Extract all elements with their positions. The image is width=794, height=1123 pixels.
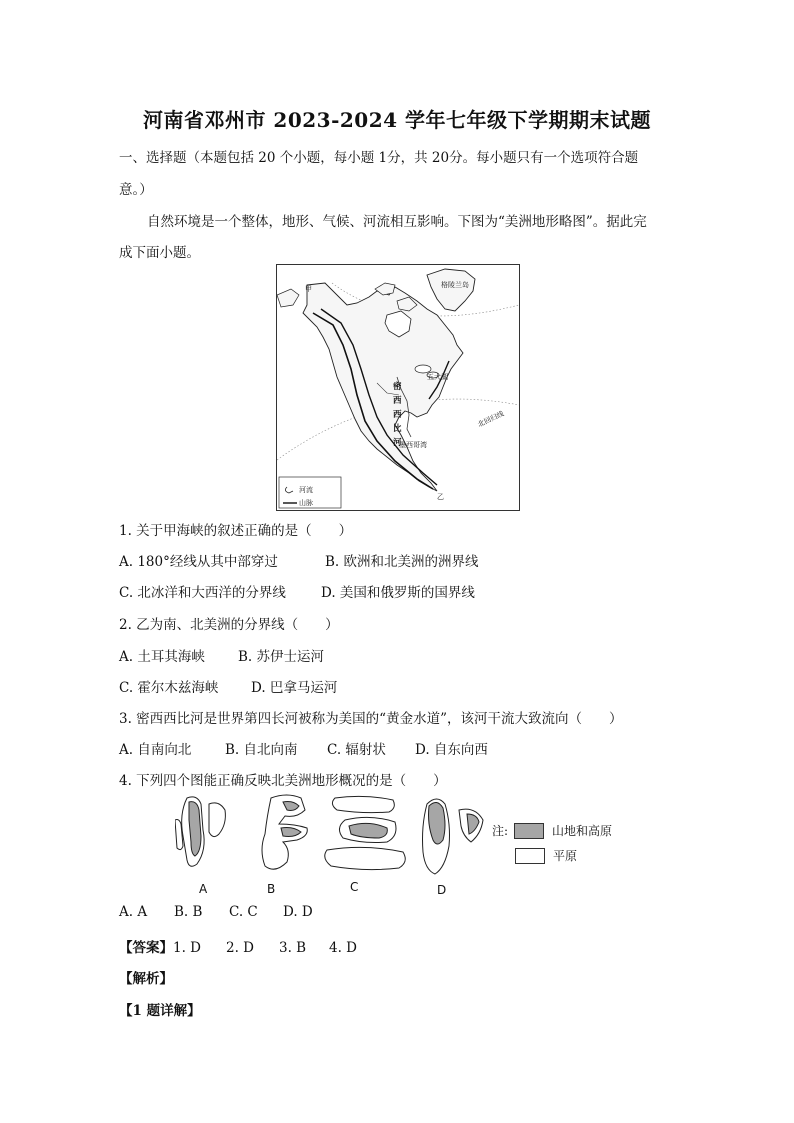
intro-line1: 自然环境是一个整体，地形、气候、河流相互影响。下图为“美洲地形略图”。据此完 xyxy=(147,214,647,230)
map-label-mi-1: 西 xyxy=(393,396,402,406)
intro-line2: 成下面小题。 xyxy=(119,245,200,261)
answer-3: 3. B xyxy=(279,940,307,956)
question-1-stem: 1. 关于甲海峡的叙述正确的是（ ） xyxy=(119,523,353,539)
map-label-greenland: 格陵兰岛 xyxy=(441,281,469,289)
q4-option-d[interactable]: D. D xyxy=(283,904,313,920)
q4-option-c[interactable]: C. C xyxy=(229,904,258,920)
q2-option-a[interactable]: A. 土耳其海峡 xyxy=(119,649,205,665)
map-label-yi: 乙 xyxy=(437,493,444,501)
legend-row-plain xyxy=(492,847,612,864)
map-label-mi-0: 密 xyxy=(393,382,402,392)
map-label-gulf: 墨西哥湾 xyxy=(399,441,427,449)
legend-highland-label: 山地和高原 xyxy=(552,824,613,838)
q1-option-b[interactable]: B. 欧洲和北美洲的洲界线 xyxy=(325,554,479,570)
question-3-options-row xyxy=(119,738,488,758)
question-4-stem: 4. 下列四个图能正确反映北美洲地形概况的是（ ） xyxy=(119,773,447,789)
map-label-tropic: 北回归线 xyxy=(476,409,506,429)
answer-1: 1. D xyxy=(173,940,201,956)
map-label-mi-2: 西 xyxy=(393,410,402,420)
map-label-mi-4: 河 xyxy=(393,438,402,448)
section-heading-line2: 意。） xyxy=(119,182,153,198)
question-2-options-row1 xyxy=(119,645,324,665)
question-2-stem: 2. 乙为南、北美洲的分界线（ ） xyxy=(119,617,339,633)
map-label-great-lakes: 五大湖 xyxy=(427,373,448,381)
north-america-outline xyxy=(303,283,463,491)
answer-label: 【答案】 xyxy=(119,940,173,956)
map-label-jia: 甲 xyxy=(305,285,312,293)
q1-option-a[interactable]: A. 180°经线从其中部穿过 xyxy=(119,554,278,570)
figure-letter-b: B xyxy=(267,882,276,896)
greenland-outline xyxy=(427,269,475,311)
figure-c-bottom xyxy=(325,847,406,869)
analysis-heading: 【解析】 xyxy=(119,971,173,987)
q4-option-a[interactable]: A. A xyxy=(119,904,148,920)
figure-letter-a: A xyxy=(199,882,208,896)
q3-option-c[interactable]: C. 辐射状 xyxy=(327,742,386,758)
asia-tip xyxy=(277,289,299,307)
answer-4: 4. D xyxy=(329,940,357,956)
q1-option-d[interactable]: D. 美国和俄罗斯的国界线 xyxy=(321,585,475,601)
legend-plain-label: 平原 xyxy=(553,849,578,863)
highland-swatch xyxy=(514,823,544,839)
q3-option-b[interactable]: B. 自北向南 xyxy=(225,742,298,758)
figure-letter-d: D xyxy=(437,883,447,897)
question-3-stem: 3. 密西西比河是世界第四长河被称为美国的“黄金水道”，该河干流大致流向（ ） xyxy=(119,711,623,727)
legend-row-highland xyxy=(492,822,612,839)
figure-letter-c: C xyxy=(350,880,359,894)
great-lakes-shape xyxy=(415,365,431,373)
detail-heading: 【1 题详解】 xyxy=(119,1003,201,1019)
america-terrain-map xyxy=(276,264,520,511)
map-svg xyxy=(277,265,519,510)
plain-swatch xyxy=(515,848,545,864)
answer-2: 2. D xyxy=(226,940,254,956)
q4-option-b[interactable]: B. B xyxy=(174,904,203,920)
question-1-options-row1 xyxy=(119,550,479,570)
question-4-options-row xyxy=(119,904,313,920)
question-1-options-row2 xyxy=(119,581,475,601)
q1-option-c[interactable]: C. 北冰洋和大西洋的分界线 xyxy=(119,585,286,601)
q2-option-c[interactable]: C. 霍尔木兹海峡 xyxy=(119,680,219,696)
terrain-legend xyxy=(492,822,612,872)
answer-row xyxy=(119,936,357,956)
legend-note: 注: xyxy=(492,824,509,838)
legend-mountain-label: 山脉 xyxy=(299,499,313,507)
figure-c-top xyxy=(332,796,394,812)
q2-option-b[interactable]: B. 苏伊士运河 xyxy=(238,649,325,665)
q3-option-a[interactable]: A. 自南向北 xyxy=(119,742,192,758)
map-label-mi-3: 比 xyxy=(393,424,402,434)
q2-option-d[interactable]: D. 巴拿马运河 xyxy=(251,680,338,696)
section-heading-line1: 一、选择题（本题包括 20 个小题，每小题 1分，共 20分。每小题只有一个选项符合题 xyxy=(119,150,639,166)
question-2-options-row2 xyxy=(119,676,337,696)
page-title: 河南省邓州市 2023-2024 学年七年级下学期期末试题 xyxy=(142,108,652,132)
figure-a-plain-right xyxy=(209,803,225,837)
legend-river-label: 河流 xyxy=(299,486,313,494)
q3-option-d[interactable]: D. 自东向西 xyxy=(415,742,488,758)
